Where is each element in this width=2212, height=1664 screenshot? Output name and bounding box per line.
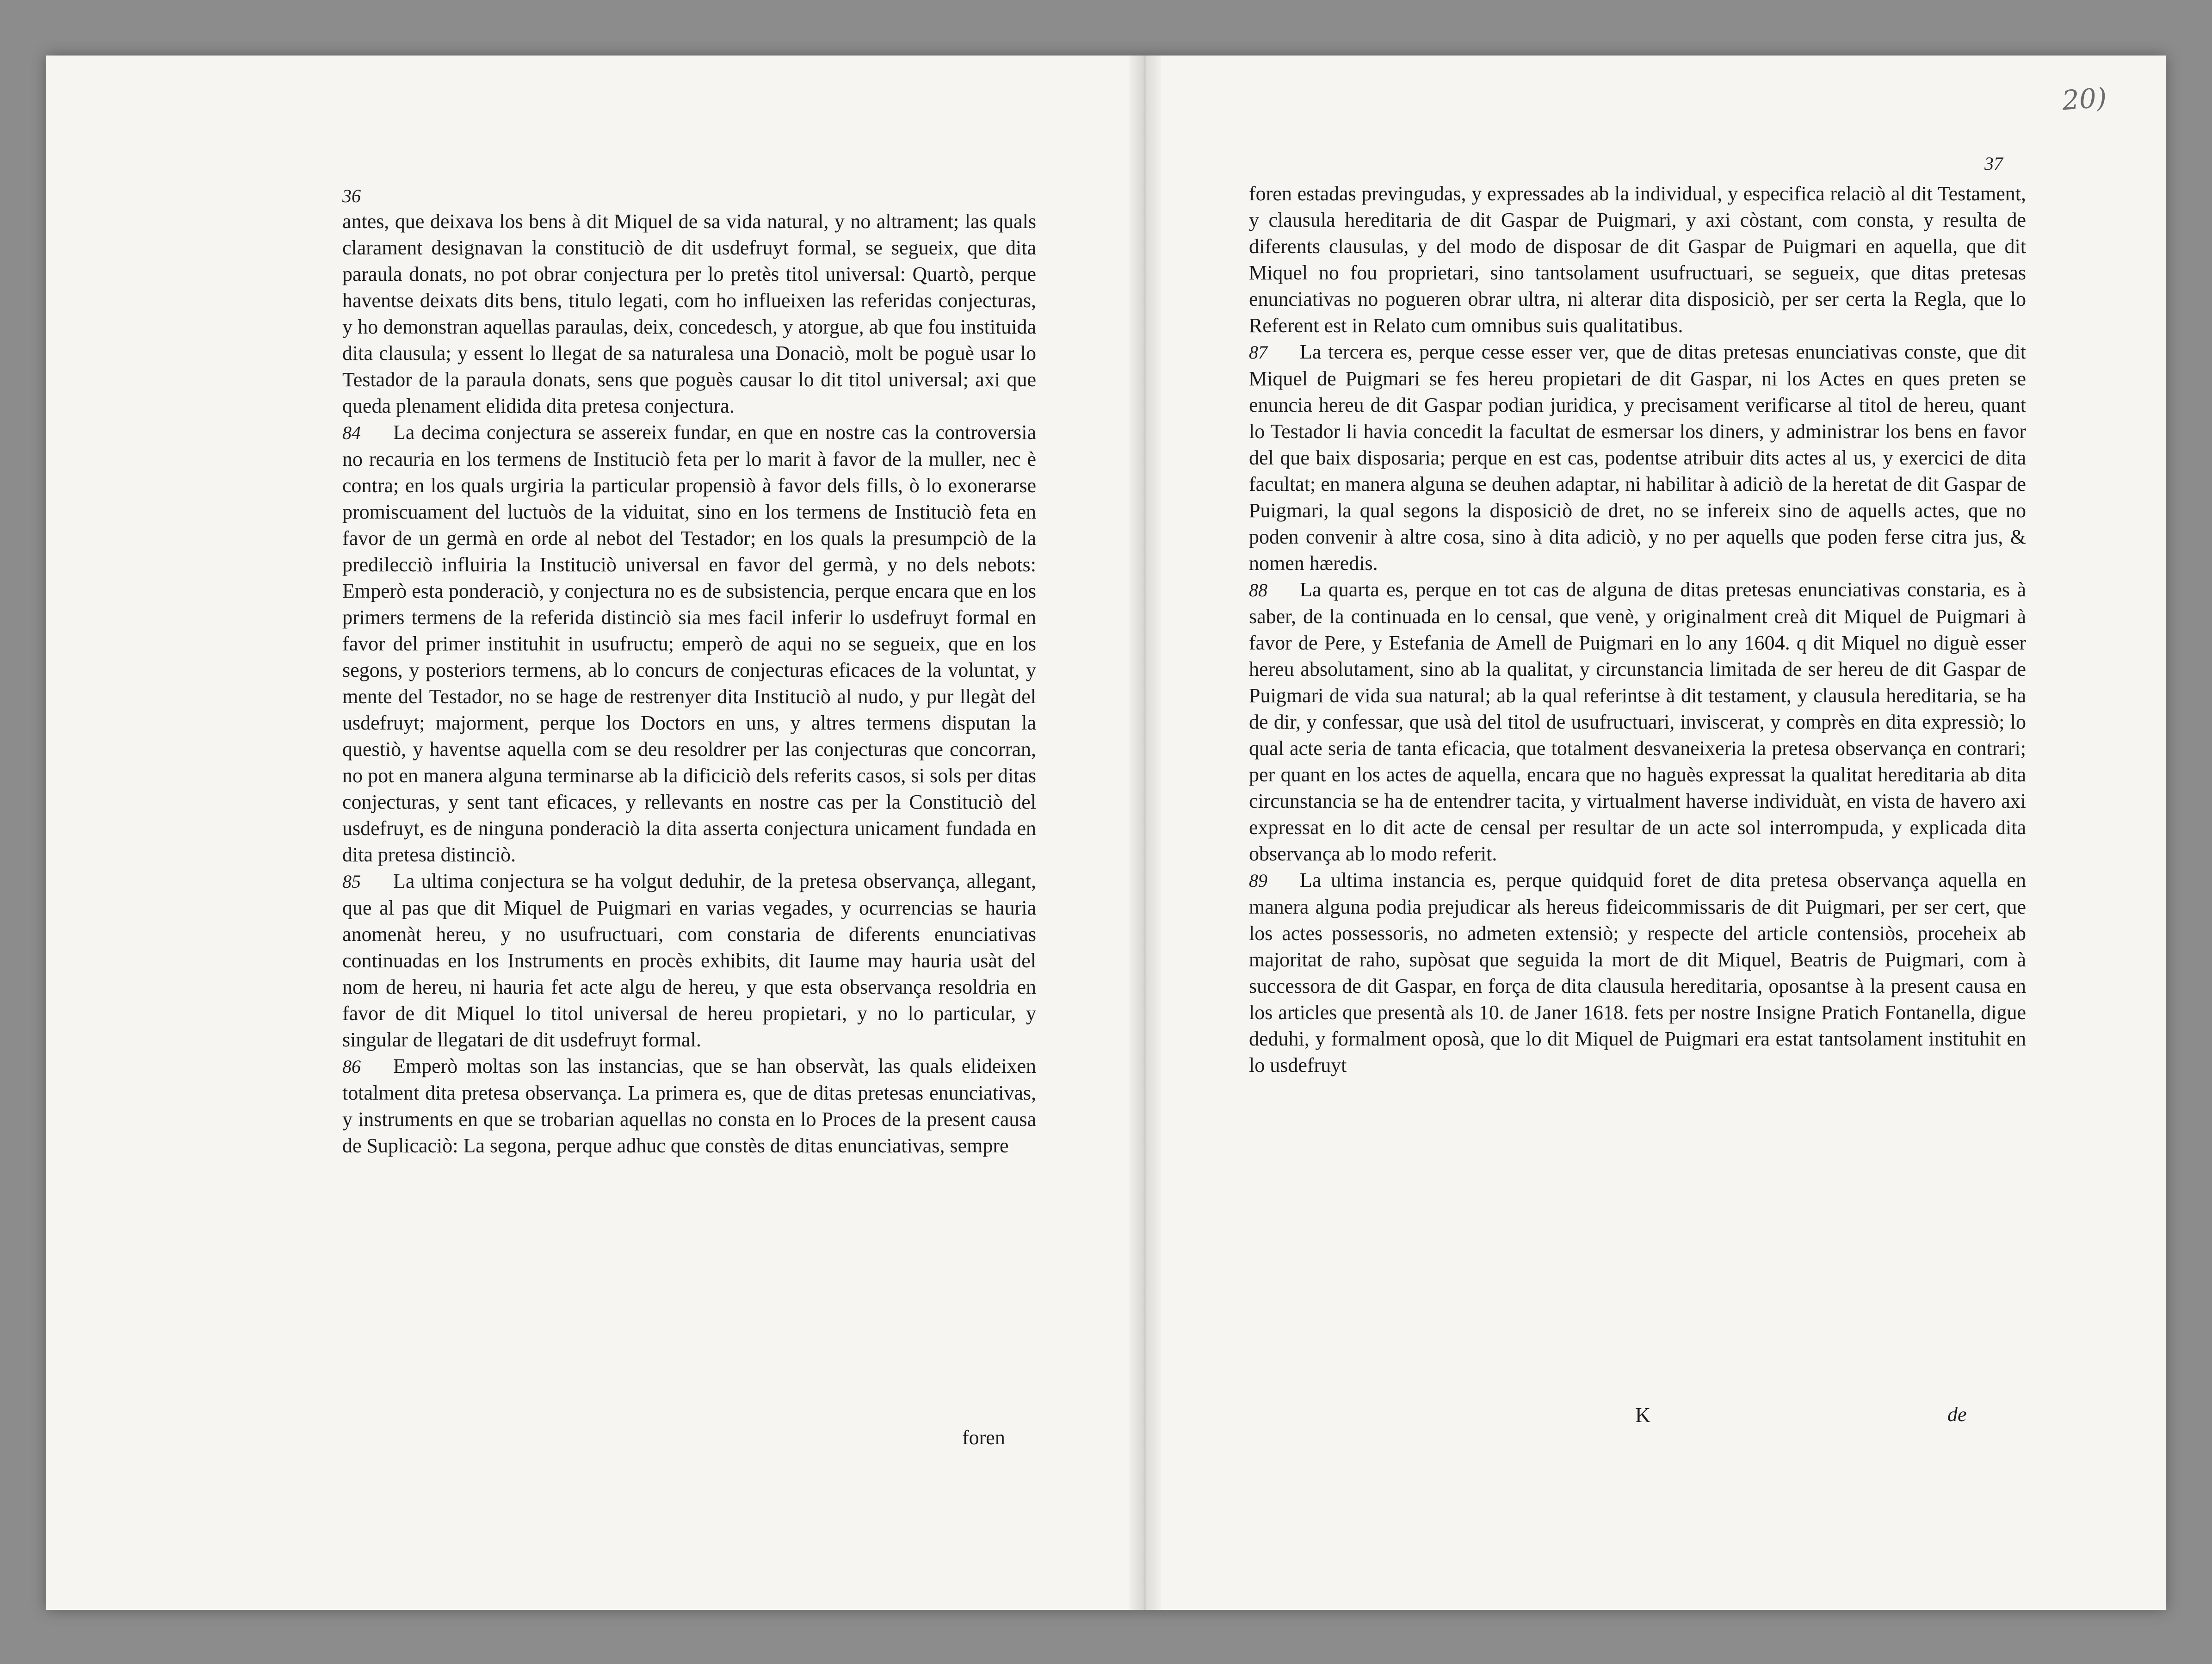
paragraph-text: La quarta es, perque en tot cas de alguna de ditas pretesas enunciativas constaria, es à saber, de la continuada en lo censal, que venè, y originalment creà dit Miquel de Puigmari à favor de Pere, y Estefania de Amell de Puigmari en lo any 1604. q dit Miquel no diguè esser hereu absolutament, sino ab la qualitat, y circunstancia limitada de ser hereu de dit Gaspar de Puigmari de vida sua natural; ab la qual referintse à dit testament, y clausula hereditaria, se ha de dir, y confessar, que usà del titol de usufructuari, inviscerat, y comprès en dita expressiò; lo qual acte seria de tanta eficacia, que totalment desvaneixeria la pretesa observança en contrari; per quant en los actes de aquella, encara que no haguès expressat la qualitat hereditaria ab dita circunstancia se ha de entendrer tacita, y virtualment haverse individuàt, en vista de havero axi expressat en lo dit acte de censal per resultar de un acte sol interrompuda, y explicada dita observança ab lo modo referit. [1249, 578, 2026, 865]
paragraph [342, 419, 1036, 868]
right-text-block [1249, 180, 2026, 1078]
handwritten-folio-number: 20) [2061, 81, 2108, 117]
paragraph-text: La ultima conjectura se ha volgut deduhir, de la pretesa observança, allegant, que al pas que dit Miquel de Puigmari en varias vegades, y ocurrencias se hauria anomenàt hereu, y no usufructuari, com constaria de diferents enunciativas continuadas en los Instruments en procès exhibits, dit Iaume may hauria usàt del nom de hereu, ni hauria fet acte algu de hereu, y que esta observança resoldria en favor de dit Miquel lo titol universal de hereu propietari, y no lo particular, y singular de llegatari de dit usdefruyt formal. [342, 870, 1036, 1051]
paragraph [1249, 867, 2026, 1078]
left-page [46, 56, 1138, 1610]
paragraph-text: foren estadas previngudas, y expressades ab la individual, y especifica relaciò al dit Testament, y clausula hereditaria de dit Gaspar de Puigmari, y axi còstant, com consta, y resulta de diferents clausulas, y del modo de disposar de dit Gaspar de Puigmari en aquella, que dit Miquel no fou proprietari, sino tantsolament usufructuari, se segueix, que ditas pretesas enunciativas no pogueren obrar ultra, ni alterar dita disposiciò, per ser certa la Regla, que lo Referent est in Relato cum omnibus suis qualitatibus. [1249, 182, 2026, 337]
paragraph-number: 85 [342, 871, 361, 892]
paragraph-number: 86 [342, 1056, 361, 1077]
paragraph [1249, 180, 2026, 339]
paragraph [1249, 576, 2026, 867]
paragraph-text: Emperò moltas son las instancias, que se han observàt, las quals elideixen totalment dita pretesa observança. La primera es, que de ditas pretesas enunciativas, y instruments en que se trobarian aquellas no consta en lo Proces de la present causa de Suplicaciò: La segona, perque adhuc que constès de ditas enunciativas, sempre [342, 1055, 1036, 1157]
paragraph-number: 89 [1249, 870, 1267, 891]
paragraph [342, 208, 1036, 419]
book-spread [46, 56, 2166, 1610]
page-number: 37 [1984, 153, 2003, 174]
paragraph-text: La ultima instancia es, perque quidquid foret de dita pretesa observança aquella en manera alguna podia prejudicar als hereus fideicommissaris de dit Puigmari, per ser cert, que los actes possessoris, no admeten extensiò; y respecte del article contensiòs, proceheix ab majoritat de raho, supòsat que seguida la mort de dit Miquel, Beatris de Puigmari, com à successora de dit Gaspar, en força de dita clausula hereditaria, oposantse à la present causa en los articles que presentà als 10. de Janer 1618. fets per nostre Insigne Pratich Fontanella, digue deduhi, y formalment oposà, que lo dit Miquel de Puigmari era estat tantsolament instituhit en lo usdefruyt [1249, 869, 2026, 1076]
paragraph [342, 868, 1036, 1053]
right-page [1152, 56, 2166, 1610]
paragraph-number: 87 [1249, 342, 1267, 363]
left-text-block [342, 208, 1036, 1159]
catchword: foren [962, 1426, 1005, 1449]
paragraph-text: La tercera es, perque cesse esser ver, que de ditas pretesas enunciativas conste, que dit Miquel de Puigmari se fes hereu propietari de dit Gaspar, ni los Actes en ques preten se enuncia hereu de dit Gaspar podian juridica, y precisament verificarse al titol de hereu, quant lo Testador li havia concedit la facultat de esmersar los diners, y administrar los bens en favor del que baix disposaria; perque en est cas, podentse atribuir dits actes al us, y exercici de dita facultat; en manera alguna se deuhen adaptar, ni habilitar à adiciò de la heretat de dit Gaspar de Puigmari, la qual segons la disposiciò de dret, no se infereix sino de aquells actes, que no poden convenir à altre cosa, sino à dita adiciò, y no per aquells que poden ferse citra jus, & nomen hæredis. [1249, 340, 2026, 575]
paragraph-text: antes, que deixava los bens à dit Miquel de sa vida natural, y no altrament; las quals clarament designavan la constituciò de dit usdefruyt formal, se segueix, que dita paraula donats, no pot obrar conjectura per lo pretès titol universal: Quartò, perque haventse deixats dits bens, titulo legati, com ho influeixen las referidas conjecturas, y ho demonstran aquellas paraulas, deix, concedesch, y atorgue, ab que fou instituida dita clausula; y essent lo llegat de sa naturalesa una Donaciò, molt be poguè usar lo Testador de la paraula donats, sens que poguès causar lo dit titol universal; axi que queda plenament elidida dita pretesa conjectura. [342, 210, 1036, 417]
paragraph-number: 88 [1249, 580, 1267, 600]
signature-mark: K [1635, 1403, 1651, 1427]
page-number: 36 [342, 186, 361, 206]
paragraph [1249, 339, 2026, 576]
paragraph-text: La decima conjectura se assereix fundar, en que en nostre cas la controversia no recauria en los termens de Instituciò feta per lo marit à favor de la muller, nec è contra; en los quals urgiria la particular propensiò à favor dels fills, ò lo exonerarse promiscuament del luctuòs de la viduitat, sino en los termens de Instituciò feta en favor de un germà en orde al nebot del Testador; en los quals la presumpciò de la predilecciò influiria la Instituciò universal en favor del germà, y no dels nebots: Emperò esta ponderaciò, y conjectura no es de subsistencia, perque encara que en los primers termens de la referida distinciò sia mes facil inferir lo usdefruyt formal en favor del primer instituhit in usufructu; emperò de aqui no se segueix, que en los segons, y posteriors termens, ab lo concurs de conjecturas eficaces de la voluntat, y mente del Testador, no se hage de restrenyer dita Instituciò al nudo, y pur llegàt del usdefruyt; majorment, perque los Doctors en uns, y altres termens disputan la questiò, y haventse aquella com se deu resoldrer per las conjecturas que concorran, no pot en manera alguna terminarse ab la dificiciò dels referits casos, si sols per ditas conjecturas, y sent tant eficaces, y rellevants en nostre cas per la Constituciò del usdefruyt, es de ninguna ponderaciò la dita asserta conjectura unicament fundada en dita pretesa distinciò. [342, 421, 1036, 866]
paragraph [342, 1053, 1036, 1159]
catchword: de [1947, 1403, 1967, 1426]
paragraph-number: 84 [342, 422, 361, 443]
